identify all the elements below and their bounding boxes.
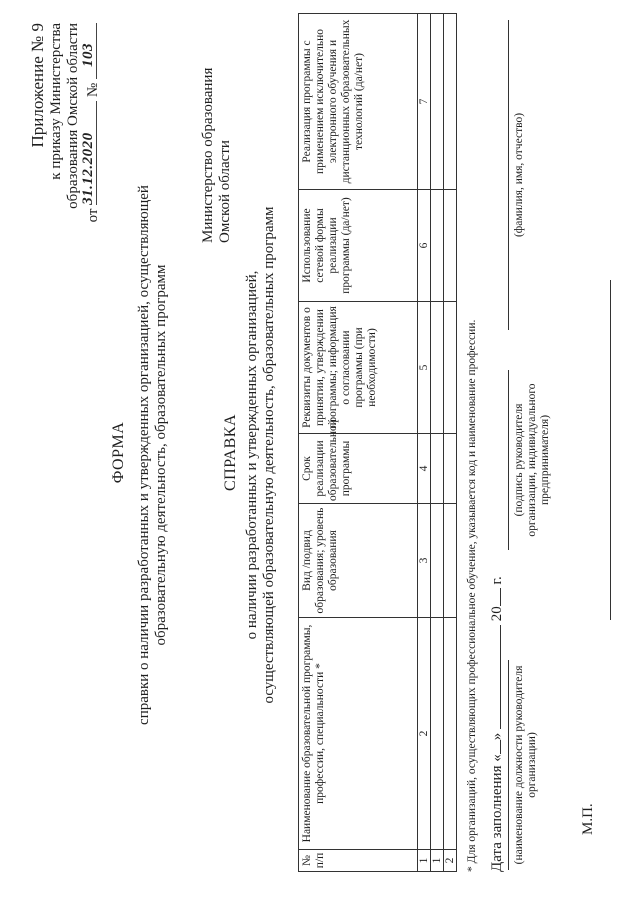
table-header-row — [299, 14, 418, 872]
form-subtitle-line-1: справки о наличии разработанных и утвержденных организацией, осуществляющей — [136, 185, 152, 725]
certificate-subtitle-line-1: о наличии разработанных и утвержденных организацией, — [244, 270, 260, 640]
signature-name-caption: (фамилия, имя, отчество) — [508, 20, 526, 330]
header-cell-document-details: Реквизиты документов о принятии, утверждении программы; информация о согласовании программы (при необходимости) — [299, 302, 418, 434]
fill-date-line — [487, 412, 506, 872]
table-cell — [431, 618, 444, 850]
appendix-number: Приложение № 9 — [28, 23, 47, 148]
fill-date-year-blank — [487, 588, 501, 606]
appendix-number-field — [82, 23, 97, 79]
addressee-line-1: Министерство образования — [200, 67, 216, 243]
fill-date-year-suffix: г. — [489, 576, 505, 585]
table-cell-row-number: 1 — [431, 850, 444, 872]
certificate-subtitle-line-2: осуществляющей образовательную деятельность, образовательных программ — [261, 206, 277, 704]
appendix-num-label: № — [85, 82, 101, 98]
fill-date-quote-close: » — [489, 732, 505, 741]
table-cell — [444, 190, 457, 302]
signature-position-caption: (наименование должности руководителя организации) — [508, 660, 539, 870]
table-cell-row-number: 2 — [444, 850, 457, 872]
appendix-order-line: к приказу Министерства — [48, 23, 64, 180]
certificate-title: СПРАВКА — [222, 413, 239, 492]
header-cell-e-learning: Реализация программы с применением исключительно электронного обучения и дистанционных образовательных технологий (да/нет) — [299, 14, 418, 190]
table-column-numbers-row — [418, 14, 431, 872]
header-cell-education-type: Вид /подвид образования; уровень образования — [299, 504, 418, 618]
appendix-ministry-line: образования Омской области — [65, 23, 81, 209]
form-subtitle — [136, 125, 170, 785]
form-title: ФОРМА — [110, 421, 127, 484]
column-number-cell: 5 — [418, 302, 431, 434]
table-footnote: * Для организаций, осуществляющих профессиональное обучение, указывается код и наименование профессии. — [466, 319, 478, 872]
bottom-divider — [610, 280, 612, 620]
table-cell — [444, 434, 457, 504]
column-number-cell: 7 — [418, 14, 431, 190]
column-number-cell: 4 — [418, 434, 431, 504]
table-cell — [444, 618, 457, 850]
header-cell-network-form: Использование сетевой формы реализации программы (да/нет) — [299, 190, 418, 302]
table-cell — [444, 14, 457, 190]
column-number-cell: 2 — [418, 618, 431, 850]
table-cell — [431, 190, 444, 302]
table-cell — [431, 302, 444, 434]
appendix-date-field — [82, 101, 97, 205]
header-cell-number: № п/п — [299, 850, 418, 872]
appendix-block — [28, 23, 102, 333]
fill-date-month-blank — [487, 625, 501, 729]
appendix-ot-label: от — [85, 208, 101, 223]
appendix-date-line — [82, 23, 102, 333]
signature-row — [508, 0, 568, 905]
table-cell — [431, 14, 444, 190]
table-cell — [444, 302, 457, 434]
column-number-cell: 1 — [418, 850, 431, 872]
appendix-handwritten-number: 103 — [80, 43, 96, 67]
header-cell-duration: Срок реализации образовательной программы — [299, 434, 418, 504]
fill-date-day-blank — [487, 740, 501, 754]
table-cell — [444, 504, 457, 618]
appendix-handwritten-date: 31.12.2020 — [80, 132, 96, 205]
form-subtitle-line-2: образовательную деятельность, образовательных программ — [153, 264, 169, 646]
header-cell-program-name: Наименование образовательной программы, профессии, специальности * — [299, 618, 418, 850]
column-number-cell: 6 — [418, 190, 431, 302]
column-number-cell: 3 — [418, 504, 431, 618]
table-cell — [431, 504, 444, 618]
table-cell — [431, 434, 444, 504]
table-row — [444, 14, 457, 872]
fill-date-label: Дата заполнения « — [489, 754, 505, 872]
table-row — [431, 14, 444, 872]
programs-table — [298, 13, 457, 872]
fill-date-year-prefix: 20 — [489, 606, 505, 622]
certificate-subtitle — [244, 125, 278, 785]
stamp-placeholder: М.П. — [580, 803, 596, 835]
addressee-line-2: Омской области — [217, 140, 233, 243]
signature-sign-caption: (подпись руководителя организации, индивидуального предпринимателя) — [508, 370, 552, 550]
